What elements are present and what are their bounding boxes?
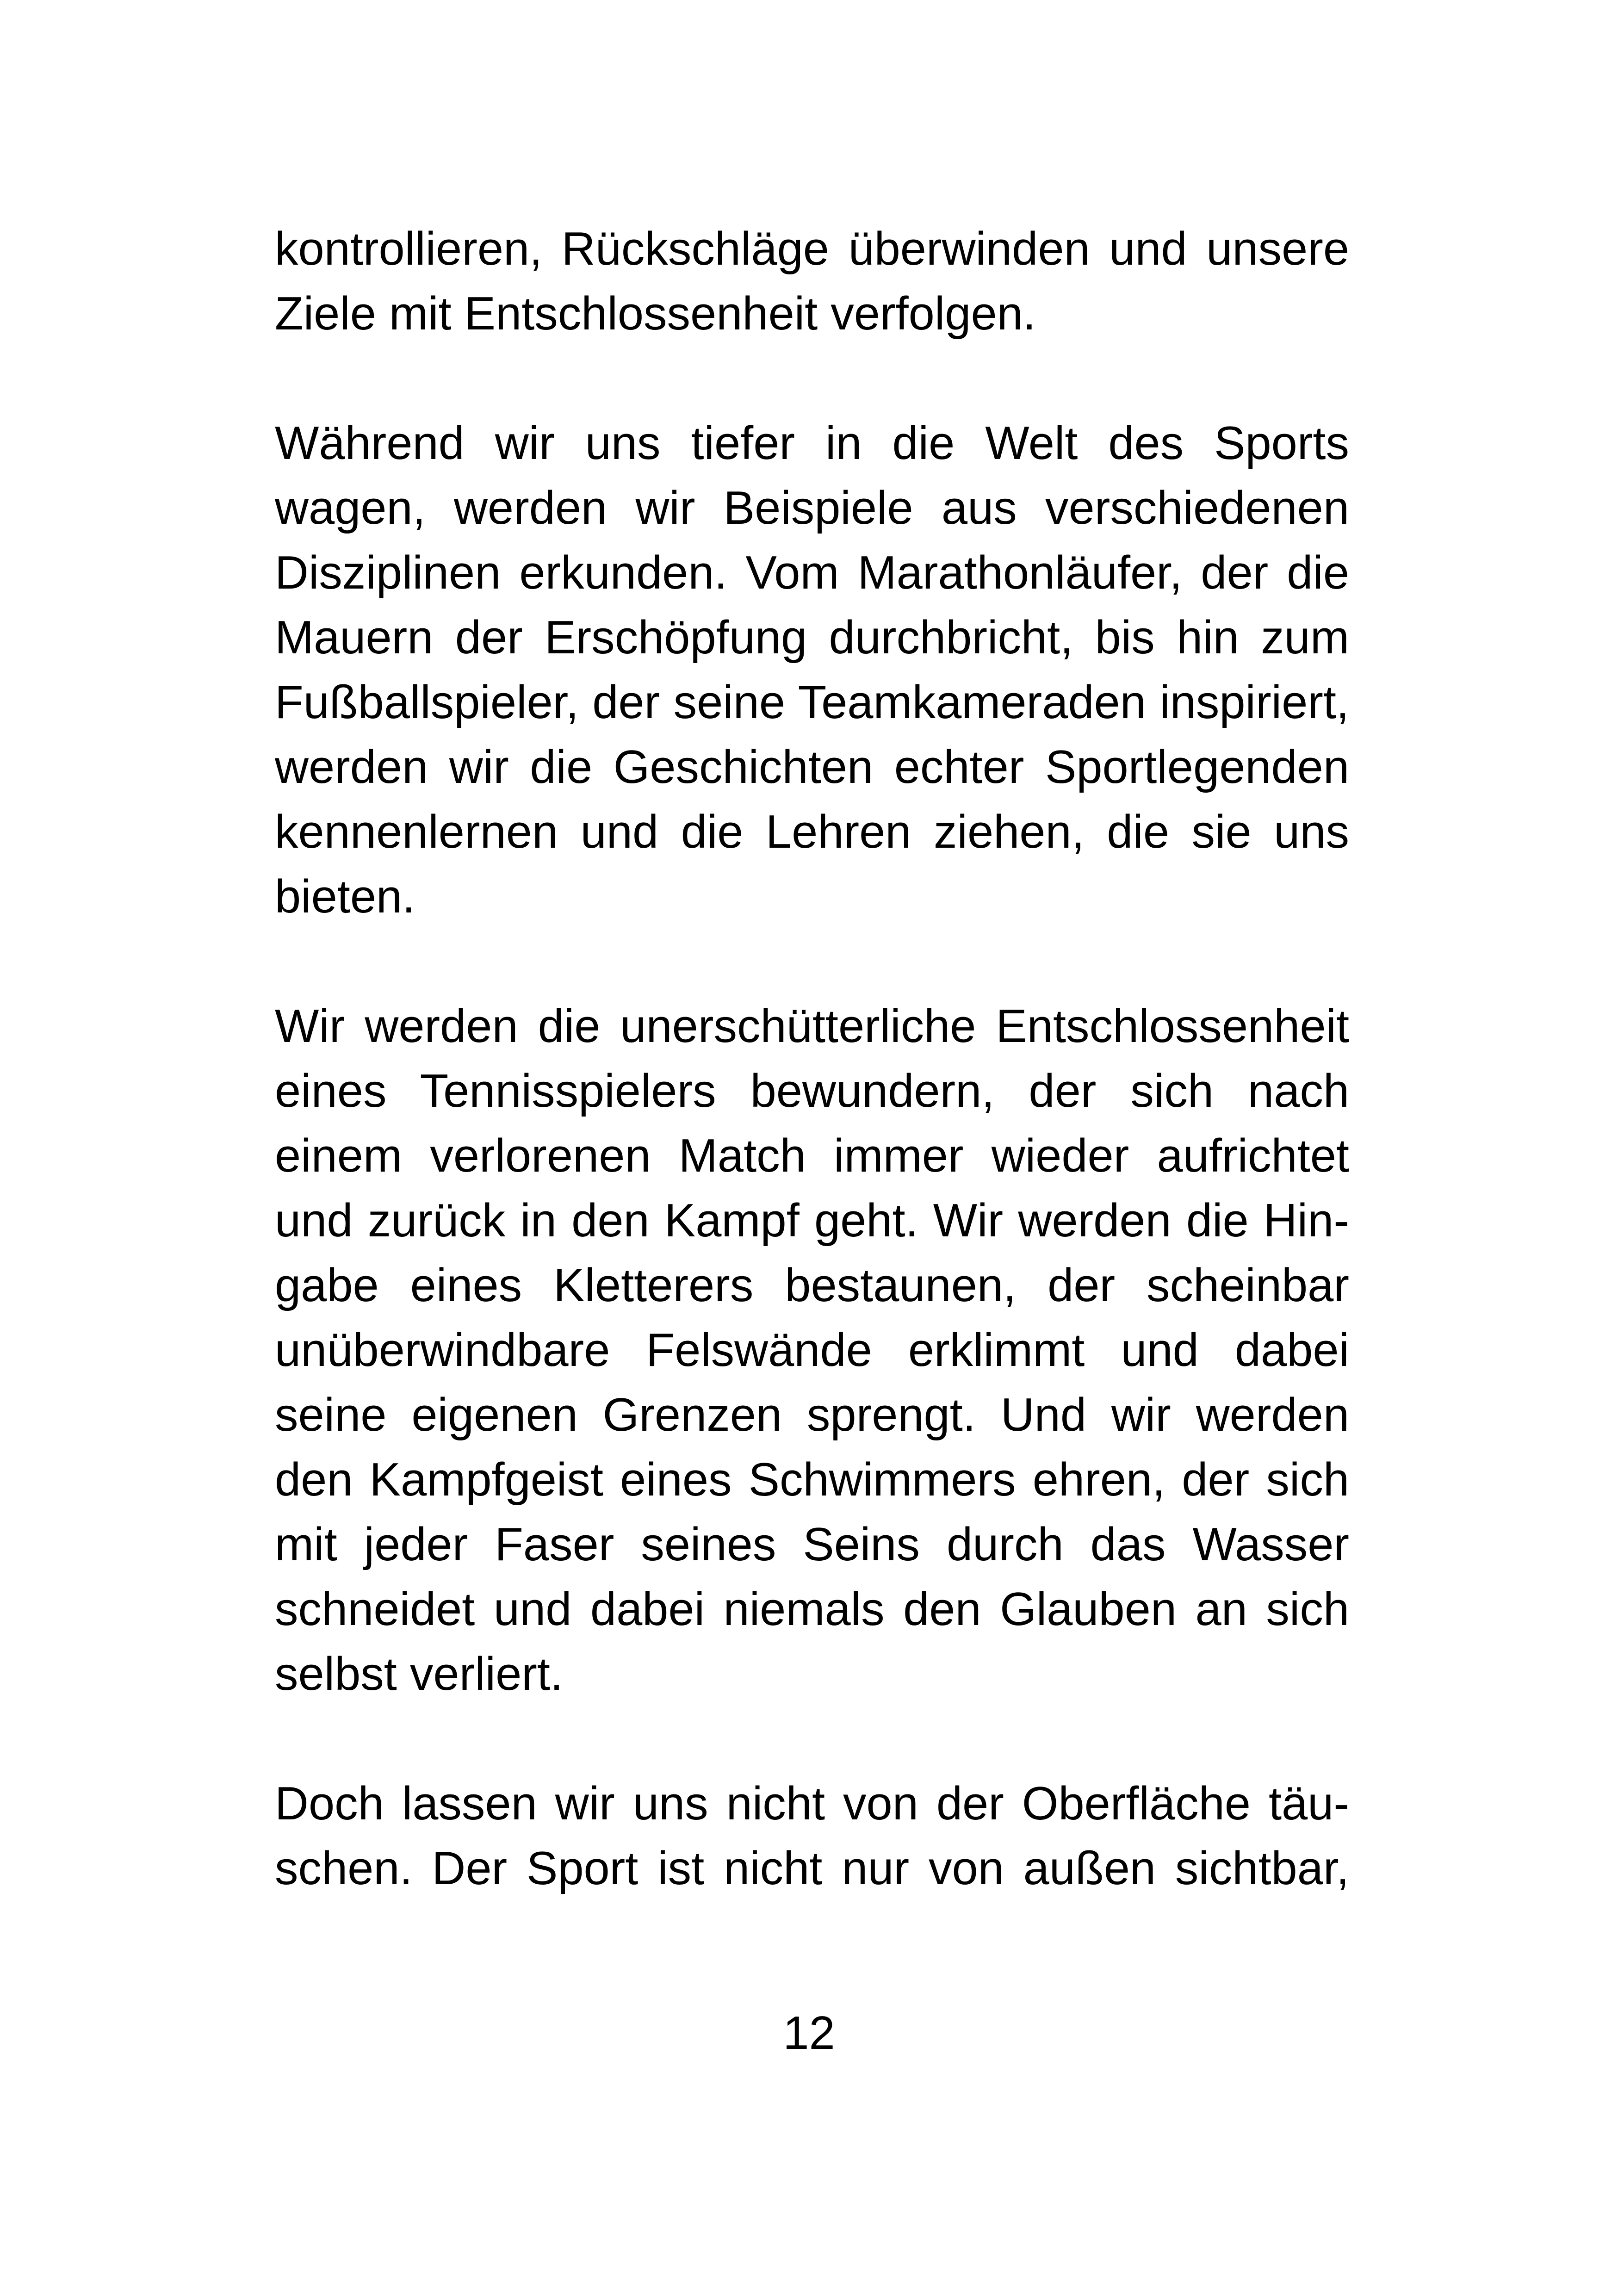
- text-line: schneidet und dabei niemals den Glauben an sich: [275, 1583, 1349, 1635]
- text-line: Ziele mit Entschlossenheit verfolgen.: [275, 288, 1036, 340]
- paragraph-3: [275, 994, 1349, 1706]
- paragraph-4: [275, 1771, 1349, 1901]
- text-line: gabe eines Kletterers bestaunen, der scheinbar: [275, 1260, 1349, 1311]
- text-line: kennenlernen und die Lehren ziehen, die sie uns: [275, 806, 1349, 858]
- text-line: Fußballspieler, der seine Teamkameraden inspiriert,: [275, 676, 1349, 728]
- text-line: bieten.: [275, 871, 415, 923]
- paragraph-gap: [275, 929, 1349, 994]
- text-line: selbst verliert.: [275, 1648, 564, 1700]
- text-line: und zurück in den Kampf geht. Wir werden die Hin-: [275, 1195, 1349, 1247]
- text-line: den Kampfgeist eines Schwimmers ehren, der sich: [275, 1454, 1349, 1506]
- text-line: Wir werden die unerschütterliche Entschlossenheit: [275, 1000, 1349, 1052]
- text-line: mit jeder Faser seines Seins durch das Wasser: [275, 1519, 1349, 1570]
- text-line: einem verlorenen Match immer wieder aufrichtet: [275, 1130, 1349, 1182]
- text-line: schen. Der Sport ist nicht nur von außen sichtbar,: [275, 1843, 1349, 1894]
- text-line: Mauern der Erschöpfung durchbricht, bis hin zum: [275, 612, 1349, 664]
- text-line: Während wir uns tiefer in die Welt des Sports: [275, 417, 1349, 469]
- text-line: seine eigenen Grenzen sprengt. Und wir werden: [275, 1389, 1349, 1441]
- page-number: 12: [783, 2007, 835, 2059]
- text-line: kontrollieren, Rückschläge überwinden und unsere: [275, 223, 1349, 275]
- text-line: Disziplinen erkunden. Vom Marathonläufer, der die: [275, 547, 1349, 599]
- text-line: wagen, werden wir Beispiele aus verschiedenen: [275, 482, 1349, 534]
- paragraph-gap: [275, 1706, 1349, 1771]
- text-line: eines Tennisspielers bewundern, der sich nach: [275, 1065, 1349, 1117]
- text-line: unüberwindbare Felswände erklimmt und dabei: [275, 1324, 1349, 1376]
- paragraph-gap: [275, 346, 1349, 411]
- body-text: [275, 217, 1349, 1901]
- paragraph-2: [275, 411, 1349, 929]
- text-line: Doch lassen wir uns nicht von der Oberfläche täu-: [275, 1778, 1349, 1830]
- text-line: werden wir die Geschichten echter Sportlegenden: [275, 741, 1349, 793]
- paragraph-1: [275, 217, 1349, 346]
